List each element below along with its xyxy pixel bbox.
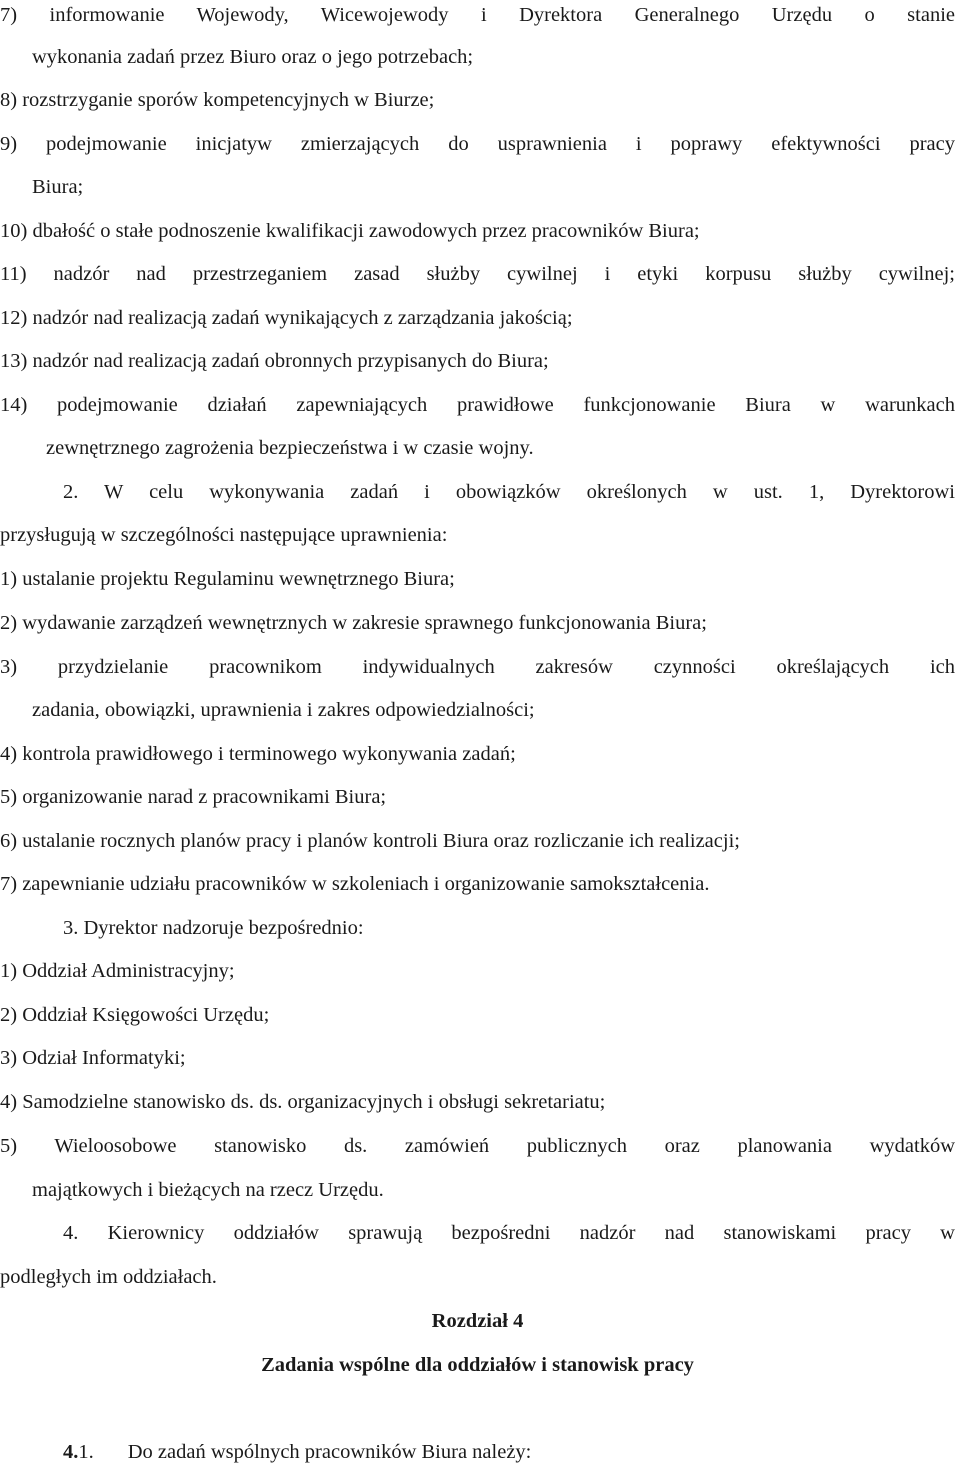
text-line: 2. W celu wykonywania zadań i obowiązków określonych w ust. 1, Dyrektorowi (63, 481, 955, 503)
text-line: przysługują w szczególności następujące uprawnienia: (0, 524, 448, 546)
section-text: Do zadań wspólnych pracowników Biura należy: (127, 1441, 532, 1463)
text-line: 2) Oddział Księgowości Urzędu; (0, 1004, 270, 1026)
text-line: 12) nadzór nad realizacją zadań wynikających z zarządzania jakością; (0, 307, 573, 329)
text-line: 11) nadzór nad przestrzeganiem zasad służby cywilnej i etyki korpusu służby cywilnej; (0, 263, 955, 285)
text-line: 8) rozstrzyganie sporów kompetencyjnych w Biurze; (0, 89, 435, 111)
text-line: 5) Wieloosobowe stanowisko ds. zamówień publicznych oraz planowania wydatków (0, 1135, 955, 1157)
text-line: zewnętrznego zagrożenia bezpieczeństwa i w czasie wojny. (46, 437, 534, 459)
text-line: 5) organizowanie narad z pracownikami Biura; (0, 786, 387, 808)
text-line: 7) informowanie Wojewody, Wicewojewody i Dyrektora Generalnego Urzędu o stanie (0, 4, 955, 26)
chapter-title: Zadania wspólne dla oddziałów i stanowisk pracy (261, 1354, 694, 1376)
text-line: 9) podejmowanie inicjatyw zmierzających do usprawnienia i poprawy efektywności pracy (0, 133, 955, 155)
text-line: 3) przydzielanie pracownikom indywidualnych zakresów czynności określających ich (0, 656, 955, 678)
text-line: 4. Kierownicy oddziałów sprawują bezpośredni nadzór nad stanowiskami pracy w (63, 1222, 955, 1244)
text-line: wykonania zadań przez Biuro oraz o jego potrzebach; (32, 46, 474, 68)
text-line: 3) Odział Informatyki; (0, 1047, 186, 1069)
text-line: Biura; (32, 176, 84, 198)
text-line: 1) Oddział Administracyjny; (0, 960, 235, 982)
section-line (63, 1437, 953, 1467)
text-line: 4) Samodzielne stanowisko ds. ds. organizacyjnych i obsługi sekretariatu; (0, 1091, 606, 1113)
section-subnumber: 1. (78, 1441, 94, 1463)
text-line: 1) ustalanie projektu Regulaminu wewnętrznego Biura; (0, 568, 455, 590)
text-line: 13) nadzór nad realizacją zadań obronnych przypisanych do Biura; (0, 350, 549, 372)
text-line: 7) zapewnianie udziału pracowników w szkoleniach i organizowanie samokształcenia. (0, 873, 710, 895)
text-line: majątkowych i bieżących na rzecz Urzędu. (32, 1179, 384, 1201)
text-line: podległych im oddziałach. (0, 1266, 217, 1288)
section-number: 4. (63, 1441, 79, 1463)
text-line: 2) wydawanie zarządzeń wewnętrznych w zakresie sprawnego funkcjonowania Biura; (0, 612, 707, 634)
text-line: zadania, obowiązki, uprawnienia i zakres odpowiedzialności; (32, 699, 535, 721)
text-line: 6) ustalanie rocznych planów pracy i planów kontroli Biura oraz rozliczanie ich realizacji; (0, 830, 740, 852)
text-line: 10) dbałość o stałe podnoszenie kwalifikacji zawodowych przez pracowników Biura; (0, 220, 700, 242)
text-line: 14) podejmowanie działań zapewniających prawidłowe funkcjonowanie Biura w warunkach (0, 394, 955, 416)
chapter-heading: Rozdział 4 (431, 1310, 524, 1332)
text-line: 4) kontrola prawidłowego i terminowego wykonywania zadań; (0, 743, 516, 765)
text-line: 3. Dyrektor nadzoruje bezpośrednio: (63, 917, 364, 939)
